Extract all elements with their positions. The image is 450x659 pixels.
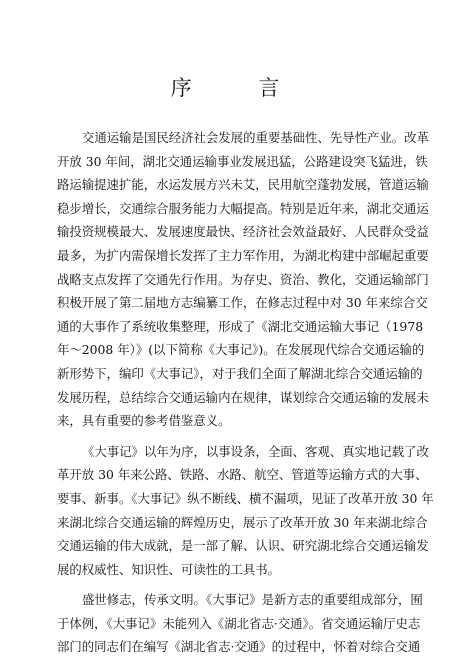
text-line: 交通运输是国民经济社会发展的重要基础性、先导性产业。改革 — [82, 130, 429, 145]
text-line: 最多，为扩内需保增长发挥了主力军作用，为湖北构建中部崛起重要 — [57, 247, 429, 263]
text-line: 要事、新事。《大事记》纵不断线、横不漏项，见证了改革开放 30 年 — [57, 490, 434, 506]
paragraph-spacer — [57, 581, 391, 588]
text-line: 通的大事作了系统收集整理，形成了《湖北交通运输大事记（1978 — [57, 318, 424, 334]
preface-body — [57, 126, 434, 659]
paragraph — [57, 440, 434, 582]
paragraph — [57, 126, 429, 433]
text-line: 战略支点发挥了交通先行作用。为存史、资治、教化，交通运输部门 — [57, 271, 429, 287]
text-line: 《大事记》以年为序，以事设条，全面、客观、真实地记载了改 — [82, 443, 429, 459]
text-line: 革开放 30 年来公路、铁路、水路、航空、管道等运输方式的大事、 — [57, 467, 428, 483]
text-line: 新形势下，编印《大事记》，对于我们全面了解湖北综合交通运输的 — [57, 365, 423, 381]
text-line: 年～2008 年）》(以下简称《大事记》)。在发展现代综合交通运输的 — [57, 342, 425, 358]
text-line: 输投资规模最大、发展速度最快、经济社会效益最好、人民群众受益 — [57, 224, 429, 240]
text-line: 于体例，《大事记》未能列入《湖北省志·交通》。省交通运输厅史志 — [57, 615, 421, 631]
text-line: 盛世修志，传承文明。《大事记》是新方志的重要组成部分，囿 — [82, 592, 423, 608]
paragraph-spacer — [57, 433, 391, 440]
text-line: 路运输提速扩能，水运发展方兴未艾，民用航空蓬勃发展，管道运输 — [57, 177, 429, 193]
text-line: 来，具有重要的参考借鉴意义。 — [57, 413, 231, 429]
text-line: 部门的同志们在编写《湖北省志·交通》的过程中，怀着对综合交通 — [57, 639, 421, 655]
text-line: 稳步增长，交通综合服务能力大幅提高。特别是近年来，湖北交通运 — [57, 200, 429, 216]
text-line: 积极开展了第二届地方志编纂工作，在修志过程中对 30 年来综合交 — [57, 295, 428, 311]
text-line: 交通运输的伟大成就，是一部了解、认识、研究湖北综合交通运输发 — [57, 538, 429, 554]
page-title: 序 言 — [170, 76, 310, 100]
text-line: 展的权威性、知识性、可读性的工具书。 — [57, 561, 281, 577]
text-line: 发展历程，总结综合交通运输内在规律，谋划综合交通运输的发展未 — [57, 389, 429, 405]
text-line: 开放 30 年间，湖北交通运输事业发展迅猛，公路建设突飞猛进，铁 — [57, 153, 428, 169]
text-line: 来湖北综合交通运输的辉煌历史，展示了改革开放 30 年来湖北综合 — [57, 514, 428, 530]
paragraph — [57, 588, 423, 659]
